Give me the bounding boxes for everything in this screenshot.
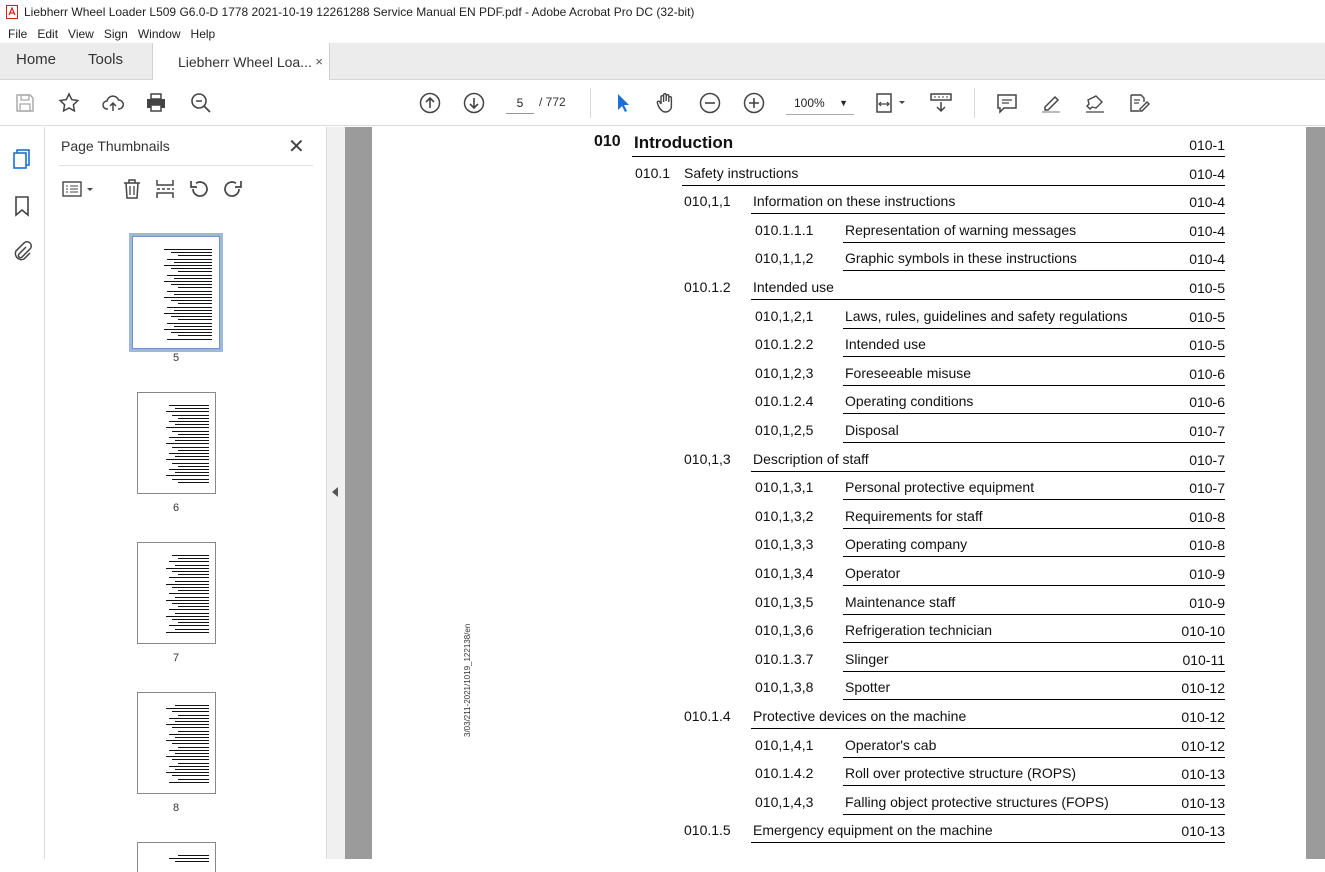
thumbnail-text-line [175,408,209,409]
toc-number: 010,1,3,4 [755,565,814,581]
toc-entry-title[interactable]: Intended use [845,336,926,353]
thumbnail-page-5[interactable] [132,236,220,349]
tab-tools[interactable]: Tools [88,51,124,68]
menu-bar [0,24,1325,43]
menu-view[interactable]: View [68,26,94,41]
toc-number: 010.1.5 [684,822,731,839]
thumbnail-text-line [169,782,209,783]
attachment-icon[interactable] [11,241,33,263]
toc-page-number[interactable]: 010-5 [1189,308,1225,325]
thumbnail-text-line [169,625,209,626]
thumbnail-text-line [174,278,212,279]
thumbnail-label: 7 [172,652,180,664]
thumbnail-text-line [171,316,212,317]
collapse-panel-icon[interactable] [332,487,338,497]
thumbnail-text-line [178,287,212,288]
toc-entry-title[interactable]: Intended use [753,279,834,295]
highlight-pen-icon[interactable] [1039,91,1063,115]
thumbnail-text-line [167,323,212,324]
thumbnail-text-line [169,561,209,562]
thumbnail-text-line [178,434,209,435]
thumbnail-text-line [166,724,209,725]
thumbnail-text-line [175,613,209,614]
thumbnail-text-line [172,619,209,620]
thumbnail-text-line [166,600,209,601]
thumbnail-text-line [167,275,212,276]
thumbnail-text-line [178,303,212,304]
thumbnail-text-line [172,727,209,728]
acrobat-icon [6,5,18,19]
toc-rule [843,785,1225,786]
thumbnail-text-line [178,622,209,623]
thumbnail-text-line [178,335,212,336]
zoom-in-icon[interactable] [742,91,766,115]
zoom-search-icon[interactable] [189,91,213,115]
toc-page-number[interactable]: 010-12 [1181,709,1225,725]
toc-entry-title[interactable]: Laws, rules, guidelines and safety regulations [845,307,1128,324]
toc-page-number[interactable]: 010-9 [1189,594,1225,611]
thumbnail-text-line [164,297,212,298]
page-thumbnails-icon[interactable] [11,148,33,170]
thumbnail-text-line [172,431,209,432]
thumbnail-text-line [171,332,212,333]
thumbnail-label: 8 [172,802,180,814]
thumbnail-text-line [172,415,209,416]
toc-number: 010,1,1,2 [755,250,814,267]
thumbnail-text-line [166,772,209,773]
menu-edit[interactable]: Edit [37,26,59,41]
thumbnail-text-line [171,252,212,253]
thumbnail-text-line [169,593,209,594]
toc-page-number[interactable]: 010-6 [1189,365,1225,382]
thumbnail-text-line [166,475,209,476]
toc-page-number[interactable]: 010-5 [1189,280,1225,296]
toc-number: 010 [594,133,621,150]
toc-entry-title[interactable]: Introduction [634,133,734,152]
toc-rule [843,671,1225,672]
toc-entry-title[interactable]: Requirements for staff [845,507,983,524]
toc-page-number[interactable]: 010-7 [1189,480,1225,497]
thumbnail-text-line [169,718,209,719]
toc-rule [843,757,1225,758]
toc-page-number[interactable]: 010-4 [1189,251,1225,268]
toc-entry-title[interactable]: Refrigeration technician [845,622,993,639]
thumbnail-text-line [164,265,212,266]
toc-entry-title[interactable]: Protective devices on the machine [753,708,967,724]
tab-home[interactable]: Home [16,51,57,68]
print-icon[interactable] [144,91,168,115]
thumbnail-text-line [178,482,209,483]
toc-entry-title[interactable]: Operating company [845,536,968,553]
toc-rule [843,556,1225,557]
thumbnail-text-line [166,584,209,585]
panel-splitter[interactable] [327,127,345,859]
document-viewer[interactable] [345,127,1325,859]
window-title: Liebherr Wheel Loader L509 G6.0-D 1778 2021-10-19 12261288 Service Manual EN PDF.pdf - Adobe Acrobat Pro DC (32-bit) [24,5,695,19]
toc-number: 010.1 [635,164,671,181]
thumbnail-text-line [169,734,209,735]
thumbnail-page-9[interactable] [137,842,216,872]
toc-number: 010,1,3 [684,450,731,467]
toc-page-number[interactable]: 010-10 [1181,623,1225,640]
thumbnail-text-line [175,440,209,441]
thumbnail-text-line [166,427,209,428]
zoom-out-icon[interactable] [698,91,722,115]
thumbnail-text-line [164,249,212,250]
thumbnail-page-8[interactable] [137,692,216,794]
tab-bar [0,43,1325,80]
thumbnail-text-line [171,300,212,301]
thumbnail-text-line [174,294,212,295]
thumbnail-text-line [172,743,209,744]
toc-page-number[interactable]: 010-7 [1189,423,1225,439]
thumbnail-text-line [175,737,209,738]
thumbnail-text-line [167,339,212,340]
panel-title: Page Thumbnails [61,138,170,154]
thumbnail-text-line [175,456,209,457]
toc-page-number[interactable]: 010-11 [1182,651,1225,668]
thumbnail-text-line [174,262,212,263]
select-cursor-icon[interactable] [610,91,634,115]
zoom-level-value: 100% [794,96,825,110]
navigation-rail [0,127,45,859]
toc-number: 010.1.4 [684,708,731,724]
toc-page-number[interactable]: 010-7 [1189,451,1225,468]
toc-entry-title[interactable]: Safety instructions [684,164,799,181]
bookmark-icon[interactable] [11,195,33,217]
upload-cloud-icon[interactable] [101,91,125,115]
scroll-mode-icon[interactable] [929,91,953,115]
panel-divider [59,165,313,166]
toc-number: 010,1,4,1 [755,736,814,753]
delete-page-icon[interactable] [120,177,144,201]
thumbnail-text-line [178,271,212,272]
thumbnail-text-line [178,319,212,320]
thumbnail-text-line [178,590,209,591]
thumbnail-label: 5 [172,352,180,364]
thumbnail-text-line [172,463,209,464]
toc-rule [843,413,1225,414]
thumbnail-text-line [164,281,212,282]
page-side-code: 3/03/211-2021/1019_122138/en [463,623,472,737]
thumbnail-page-6[interactable] [137,392,216,494]
thumbnail-text-line [172,571,209,572]
fill-sign-icon[interactable] [1127,91,1151,115]
chevron-down-icon: ▼ [839,98,848,108]
toc-number: 010,1,2,3 [755,364,814,381]
toc-page-number[interactable]: 010-4 [1189,194,1225,211]
menu-help[interactable]: Help [190,26,216,41]
thumbnail-text-line [175,597,209,598]
toc-rule [751,213,1225,214]
toc-rule [751,842,1225,843]
toc-rule [682,185,1225,186]
thumbnail-text-line [175,472,209,473]
toc-number: 010,1,4,3 [755,793,814,810]
thumbnail-text-line [167,291,212,292]
toc-rule [751,471,1225,472]
thumbnail-text-line [166,756,209,757]
toc-number: 010,1,3,1 [755,479,814,496]
thumbnail-text-line [171,284,212,285]
toc-page-number[interactable]: 010-8 [1189,537,1225,554]
thumbnail-text-line [178,731,209,732]
save-icon[interactable] [13,91,37,115]
toc-number: 010,1,3,3 [755,536,814,553]
toolbar-divider [974,88,975,118]
thumbnail-text-line [166,443,209,444]
thumbnail-text-line [172,603,209,604]
toc-number: 010,1,2,5 [755,422,814,438]
toc-entry-title[interactable]: Graphic symbols in these instructions [845,250,1077,267]
toc-entry-title[interactable]: Personal protective equipment [845,479,1035,496]
toc-rule [843,585,1225,586]
rotate-left-icon[interactable] [187,177,211,201]
toc-entry-title[interactable]: Information on these instructions [753,193,956,210]
thumbnail-text-line [167,259,212,260]
toc-page-number[interactable]: 010-13 [1181,794,1225,811]
toc-rule [843,385,1225,386]
toc-rule [843,814,1225,815]
thumbnail-text-line [178,715,209,716]
toc-page-number[interactable]: 010-6 [1189,394,1225,411]
thumbnail-text-line [178,779,209,780]
comment-icon[interactable] [995,91,1019,115]
thumbnail-text-line [175,581,209,582]
toc-entry-title[interactable]: Disposal [845,422,899,438]
toc-page-number[interactable]: 010-4 [1189,165,1225,182]
toc-rule [843,442,1225,443]
thumbnail-text-line [175,565,209,566]
thumbnail-text-line [175,753,209,754]
toc-number: 010.1.4.2 [755,765,814,782]
thumbnail-text-line [175,721,209,722]
thumbnail-page-7[interactable] [137,542,216,644]
toc-entry-title[interactable]: Emergency equipment on the machine [753,822,993,839]
thumbnail-text-line [172,555,209,556]
hand-tool-icon[interactable] [654,91,678,115]
toc-page-number[interactable]: 010-13 [1181,823,1225,840]
thumbnail-text-line [169,453,209,454]
title-bar [0,0,1325,24]
thumbnail-text-line [178,255,212,256]
thumbnail-text-line [169,577,209,578]
thumbnail-text-line [178,747,209,748]
toc-entry-title[interactable]: Operator [845,565,901,581]
toc-number: 010,1,3,8 [755,679,814,696]
toc-number: 010.1.3.7 [755,650,814,667]
toc-number: 010,1,3,6 [755,622,814,639]
thumbnail-text-line [169,609,209,610]
toc-rule [843,356,1225,357]
thumbnail-text-line [174,310,212,311]
thumbnail-text-line [178,574,209,575]
toc-rule [843,614,1225,615]
pdf-page [372,127,1306,859]
toc-entry-title[interactable]: Representation of warning messages [845,221,1077,238]
thumbnail-text-line [178,855,209,856]
thumbnail-text-line [178,763,209,764]
toc-rule [843,699,1225,700]
toc-page-number[interactable]: 010-9 [1189,566,1225,582]
thumbnail-text-line [174,326,212,327]
toc-entry-title[interactable]: Foreseeable misuse [845,364,972,381]
close-panel-icon[interactable]: ✕ [288,136,305,158]
toc-entry-title[interactable]: Description of staff [753,450,869,467]
insert-page-icon[interactable] [153,177,177,201]
thumbnail-text-line [172,479,209,480]
toc-number: 010.1.2 [684,279,731,295]
thumbnail-text-line [172,711,209,712]
toc-entry-title[interactable]: Falling object protective structures (FOPS) [845,793,1109,810]
thumbnail-text-line [169,405,209,406]
toc-entry-title[interactable]: Roll over protective structure (ROPS) [845,765,1077,782]
toc-page-number[interactable]: 010-12 [1181,680,1225,697]
toolbar [0,80,1325,126]
toc-entry-title[interactable]: Spotter [845,679,891,696]
page-total: / 772 [539,95,566,109]
toc-rule [843,270,1225,271]
thumbnail-text-line [166,708,209,709]
thumbnail-text-line [167,307,212,308]
toc-entry-title[interactable]: Maintenance staff [845,593,956,610]
toc-rule [843,528,1225,529]
toc-number: 010.1.1.1 [755,221,814,238]
thumbnail-text-line [172,775,209,776]
menu-sign[interactable]: Sign [103,26,128,41]
thumbnail-text-line [169,750,209,751]
thumbnail-text-line [178,466,209,467]
close-tab-icon[interactable]: × [315,54,323,69]
thumbnail-text-line [164,313,212,314]
menu-window[interactable]: Window [137,26,181,41]
toc-page-number[interactable]: 010-1 [1189,137,1225,153]
thumbnail-text-line [169,469,209,470]
thumbnail-text-line [175,861,209,862]
thumbnail-text-line [169,437,209,438]
toc-entry-title[interactable]: Slinger [845,650,889,667]
tab-document-label: Liebherr Wheel Loa... [178,54,312,70]
thumbnail-text-line [172,447,209,448]
thumbnail-text-line [164,329,212,330]
sign-icon[interactable] [1083,91,1107,115]
toc-rule [632,156,1225,157]
toc-number: 010,1,3,5 [755,593,814,610]
next-page-icon[interactable] [462,91,486,115]
thumbnail-text-line [166,632,209,633]
toc-page-number[interactable]: 010-5 [1189,337,1225,354]
toc-rule [843,642,1225,643]
toolbar-divider [590,88,591,118]
toc-number: 010,1,1 [684,193,731,210]
previous-page-icon[interactable] [418,91,442,115]
toc-page-number[interactable]: 010-13 [1181,766,1225,783]
toc-rule [843,328,1225,329]
toc-number: 010,1,3,2 [755,507,814,524]
thumbnail-options-icon[interactable] [61,177,97,201]
toc-page-number[interactable]: 010-4 [1189,222,1225,239]
thumbnail-label: 6 [172,502,180,514]
toc-rule [843,242,1225,243]
thumbnail-text-line [166,411,209,412]
thumbnail-text-line [166,616,209,617]
thumbnail-text-line [175,769,209,770]
thumbnail-text-line [175,629,209,630]
toc-page-number[interactable]: 010-8 [1189,508,1225,525]
toc-rule [751,299,1225,300]
page-thumbnails-panel [45,127,327,859]
toc-number: 010.1.2.4 [755,393,814,410]
thumbnail-text-line [175,424,209,425]
toc-number: 010,1,2,1 [755,307,814,324]
toc-entry-title[interactable]: Operator's cab [845,736,937,753]
thumbnail-text-line [178,606,209,607]
toc-number: 010.1.2.2 [755,336,814,353]
star-icon[interactable] [57,91,81,115]
thumbnail-text-line [178,558,209,559]
zoom-level-select[interactable] [786,91,854,115]
thumbnail-text-line [175,705,209,706]
toc-rule [843,499,1225,500]
toc-rule [751,728,1225,729]
toc-entry-title[interactable]: Operating conditions [845,393,974,410]
page-fit-icon[interactable] [874,91,908,115]
toc-page-number[interactable]: 010-12 [1181,737,1225,754]
thumbnail-text-line [172,759,209,760]
thumbnail-text-line [171,268,212,269]
thumbnail-text-line [166,568,209,569]
thumbnail-text-line [166,740,209,741]
thumbnail-text-line [172,587,209,588]
thumbnail-text-line [166,459,209,460]
thumbnail-text-line [178,418,209,419]
menu-file[interactable]: File [8,26,28,41]
rotate-right-icon[interactable] [221,177,245,201]
thumbnail-text-line [169,421,209,422]
tab-document[interactable] [152,43,330,81]
thumbnail-text-line [169,766,209,767]
page-number-input[interactable]: 5 [506,92,534,114]
thumbnail-text-line [178,450,209,451]
